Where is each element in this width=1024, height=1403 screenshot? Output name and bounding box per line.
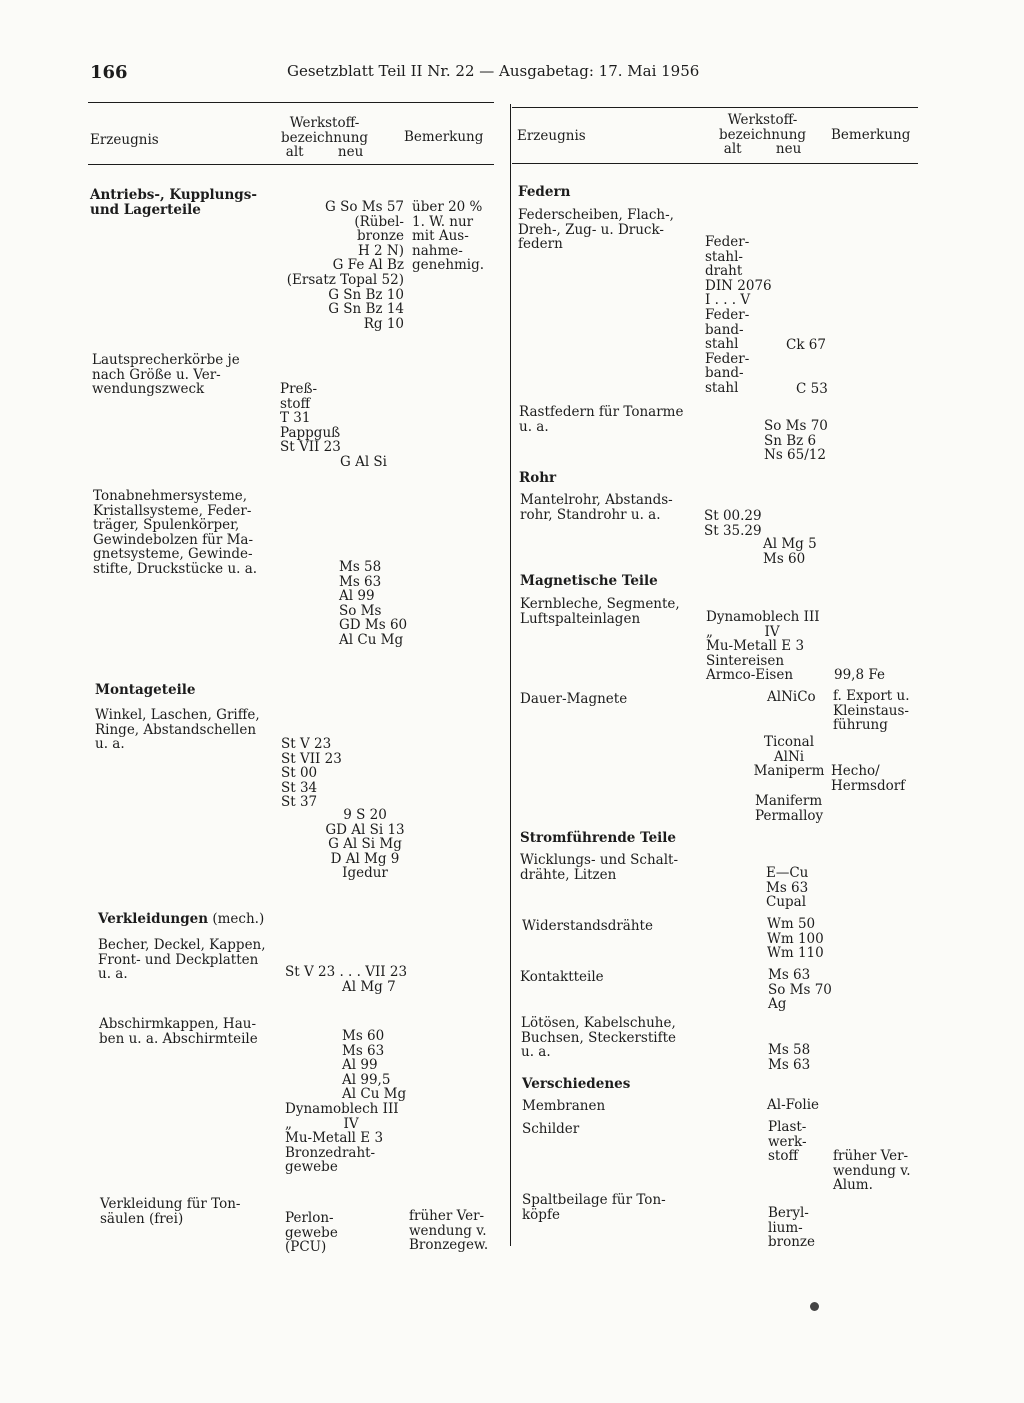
right-s2-name: Rastfedern für Tonarme u. a. (519, 404, 684, 435)
left-s5-heading-normal: (mech.) (208, 911, 265, 927)
right-col-erzeugnis: Erzeugnis (517, 128, 586, 144)
left-s5-name: Becher, Deckel, Kappen, Front- und Deckplatten u. a. (98, 937, 266, 983)
right-s6-heading: Stromführende Teile (520, 830, 677, 846)
right-s9-neu: Ms 58 Ms 63 (768, 1042, 811, 1073)
right-header-rule (512, 163, 918, 164)
left-col-erzeugnis: Erzeugnis (90, 132, 159, 148)
left-s4-heading: Montageteile (95, 682, 196, 698)
right-s1-neu2: C 53 (796, 381, 828, 397)
right-s10-name3: Spaltbeilage für Ton- köpfe (522, 1192, 666, 1223)
left-s3-neu: Ms 58 Ms 63 Al 99 So Ms GD Ms 60 Al Cu Mg (339, 559, 408, 648)
left-s4-alt: St V 23 St VII 23 St 00 St 34 St 37 (281, 736, 342, 811)
page-title: Gesetzblatt Teil II Nr. 22 — Ausgabetag: 17. Mai 1956 (287, 62, 700, 80)
left-s7-bem: früher Ver- wendung v. Bronzegew. (409, 1208, 489, 1254)
left-s2-name: Lautsprecherkörbe je nach Größe u. Ver- wendungszweck (92, 352, 240, 398)
right-col-werkstoff: Werkstoff- bezeichnung alt neu (719, 112, 807, 158)
left-s5-heading-bold: Verkleidungen (98, 911, 209, 927)
ink-speck (810, 1302, 819, 1311)
right-s1-name: Federscheiben, Flach-, Dreh-, Zug- u. Druck- federn (518, 207, 674, 253)
right-s8-neu: Ms 63 So Ms 70 Ag (768, 967, 832, 1013)
right-s4-alt: Dynamoblech III „ IV Mu-Metall E 3 Sintereisen Armco-Eisen (706, 609, 820, 684)
right-s5-name: Dauer-Magnete (520, 691, 628, 707)
left-s4-name: Winkel, Laschen, Griffe, Ringe, Abstandschellen u. a. (95, 707, 260, 753)
left-s4-neu: 9 S 20 GD Al Si 13 G Al Si Mg D Al Mg 9 Igedur (325, 807, 405, 882)
right-s10-heading: Verschiedenes (522, 1076, 631, 1092)
right-s1-neu1: Ck 67 (786, 337, 826, 353)
right-s3-alt: St 00.29 St 35.29 (704, 508, 762, 539)
right-s3-name: Mantelrohr, Abstands- rohr, Standrohr u. a. (520, 492, 673, 523)
right-s7-neu: Wm 50 Wm 100 Wm 110 (767, 916, 824, 962)
left-s1-name: Antriebs-, Kupplungs- und Lagerteile (90, 187, 257, 218)
right-s10-name1: Membranen (522, 1098, 606, 1114)
right-s1-alt: Feder- stahl- draht DIN 2076 I . . . V Feder- band- stahl Feder- band- stahl (705, 234, 772, 396)
left-s5-heading (98, 912, 264, 927)
left-s6-alt: Dynamoblech III „ IV Mu-Metall E 3 Bronzedraht- gewebe (285, 1101, 399, 1176)
left-s7-alt: Perlon- gewebe (PCU) (285, 1210, 338, 1256)
page-number: 166 (90, 62, 128, 83)
right-s8-name: Kontaktteile (520, 969, 604, 985)
right-s10-name2: Schilder (522, 1121, 580, 1137)
right-top-rule (512, 107, 918, 108)
left-s1-neu: G So Ms 57 (Rübel- bronze H 2 N) G Fe Al Bz (Ersatz Topal 52) G Sn Bz 10 G Sn Bz 14 Rg 10 (286, 199, 404, 332)
right-s4-name: Kernbleche, Segmente, Luftspalteinlagen (520, 596, 680, 627)
right-s4-heading: Magnetische Teile (520, 573, 658, 589)
right-s3-neu: Al Mg 5 Ms 60 (763, 536, 817, 567)
right-s3-heading: Rohr (519, 470, 557, 486)
left-s2-alt: Preß- stoff T 31 Pappguß St VII 23 (280, 381, 341, 456)
left-s6-neu: Ms 60 Ms 63 Al 99 Al 99,5 Al Cu Mg (342, 1028, 407, 1103)
right-s6-neu: E—Cu Ms 63 Cupal (766, 865, 809, 911)
left-s7-name: Verkleidung für Ton- säulen (frei) (100, 1196, 241, 1227)
left-s5-alt: St V 23 . . . VII 23 (285, 964, 408, 980)
column-divider (510, 104, 511, 1246)
right-s6-name: Wicklungs- und Schalt- drähte, Litzen (520, 852, 679, 883)
left-s5-neu: Al Mg 7 (342, 979, 396, 995)
right-col-bemerkung: Bemerkung (831, 127, 911, 143)
right-s5-neu2: Ticonal AlNi Maniperm (753, 734, 825, 780)
right-s5-bem1: f. Export u. Kleinstaus- führung (833, 688, 910, 734)
right-s5-neu1: AlNiCo (767, 689, 816, 705)
left-s3-name: Tonabnehmersysteme, Kristallsysteme, Feder- träger, Spulenkörper, Gewindebolzen für Ma- gnetsysteme, Gewinde- stifte, Druckstücke u. a. (93, 488, 258, 577)
right-s5-neu3: Maniferm Permalloy (755, 793, 824, 824)
right-s10-neu1: Al-Folie (767, 1097, 820, 1113)
right-s10-neu3: Beryl- lium- bronze (768, 1205, 816, 1251)
left-s6-name: Abschirmkappen, Hau- ben u. a. Abschirmteile (99, 1016, 258, 1047)
left-s2-neu: G Al Si (340, 454, 387, 470)
left-col-bemerkung: Bemerkung (404, 129, 484, 145)
left-col-werkstoff: Werkstoff- bezeichnung alt neu (281, 115, 369, 161)
right-s9-name: Lötösen, Kabelschuhe, Buchsen, Steckerstifte u. a. (521, 1015, 676, 1061)
right-s1-heading: Federn (518, 184, 571, 200)
right-s7-name: Widerstandsdrähte (522, 918, 653, 934)
right-s5-bem2: Hecho/ Hermsdorf (831, 763, 906, 794)
right-s10-neu2: Plast- werk- stoff (768, 1119, 807, 1165)
right-s10-bem2: früher Ver- wendung v. Alum. (833, 1148, 911, 1194)
right-s4-bem: 99,8 Fe (834, 667, 885, 683)
left-header-rule (88, 164, 494, 165)
left-s1-bem: über 20 % 1. W. nur mit Aus- nahme- genehmig. (412, 199, 485, 274)
left-top-rule (88, 102, 494, 103)
right-s2-neu: So Ms 70 Sn Bz 6 Ns 65/12 (764, 418, 828, 464)
